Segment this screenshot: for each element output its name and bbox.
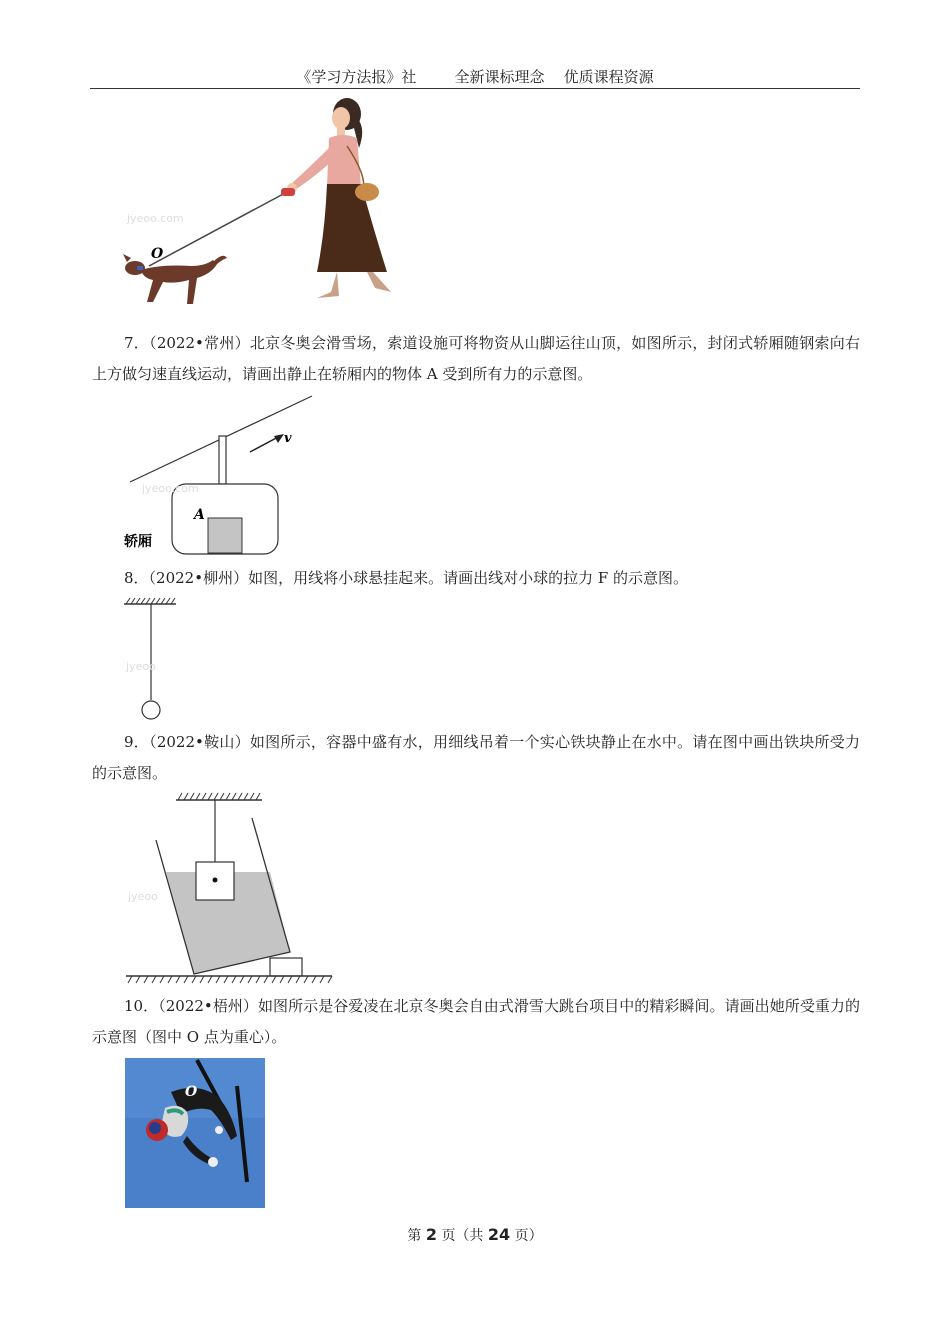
page-header — [90, 66, 860, 89]
q7-source: （2022•常州） — [149, 334, 250, 352]
q9-source: （2022•鞍山） — [149, 733, 250, 751]
figure-hanging-ball — [120, 596, 190, 726]
header-publisher: 《学习方法报》社 — [296, 68, 417, 86]
object-a-label: A — [194, 507, 205, 523]
q10-number: 10． — [124, 997, 159, 1015]
q9-number: 9． — [124, 733, 150, 751]
cabin-label: 轿厢 — [124, 534, 152, 550]
q8-source: （2022•柳州） — [148, 569, 249, 587]
q8-text: 如图，用线将小球悬挂起来。请画出线对小球的拉力 F 的示意图。 — [248, 569, 689, 587]
woman-illustration — [287, 98, 391, 298]
figure-woman-dog — [115, 96, 415, 306]
svg-text:jyeoo: jyeoo — [128, 890, 158, 903]
header-slogan-1: 全新课标理念 — [454, 68, 545, 86]
q7-number: 7． — [124, 334, 150, 352]
question-7 — [92, 328, 860, 390]
figure-cable-car — [122, 392, 322, 562]
q7-text: 北京冬奥会滑雪场，索道设施可将物资从山脚运往山顶，如图所示，封闭式轿厢随钢索向右上方做匀速直线运动，请画出静止在轿厢内的物体 A 受到所有力的示意图。 — [92, 334, 860, 383]
skier-point-o-label: O — [185, 1084, 198, 1100]
footer-suffix: 页） — [514, 1228, 543, 1244]
footer-prefix: 第 — [407, 1228, 422, 1244]
figure-iron-block-water — [124, 788, 344, 988]
footer-middle: 页（共 — [441, 1228, 484, 1244]
velocity-label: v — [284, 431, 292, 446]
point-o-label: O — [151, 246, 164, 262]
question-10 — [92, 991, 860, 1053]
question-9 — [92, 727, 860, 789]
q10-source: （2022•梧州） — [158, 997, 258, 1015]
question-8 — [92, 563, 860, 594]
q9-text: 如图所示，容器中盛有水，用细线吊着一个实心铁块静止在水中。请在图中画出铁块所受力的示意图。 — [92, 733, 860, 782]
footer-total-pages: 24 — [487, 1225, 511, 1244]
q10-text: 如图所示是谷爱凌在北京冬奥会自由式滑雪大跳台项目中的精彩瞬间。请画出她所受重力的示意图（图中 O 点为重心）。 — [92, 997, 860, 1046]
page-footer — [0, 1225, 950, 1245]
q8-number: 8． — [124, 569, 149, 587]
footer-page-number: 2 — [425, 1225, 437, 1244]
svg-text:jyeoo: jyeoo — [126, 660, 156, 673]
dog-illustration — [123, 254, 227, 304]
svg-text:jyeoo.com: jyeoo.com — [127, 212, 184, 225]
figure-skier-photo — [125, 1058, 265, 1208]
svg-text:jyeoo.com: jyeoo.com — [142, 482, 199, 495]
header-slogan-2: 优质课程资源 — [563, 68, 654, 86]
